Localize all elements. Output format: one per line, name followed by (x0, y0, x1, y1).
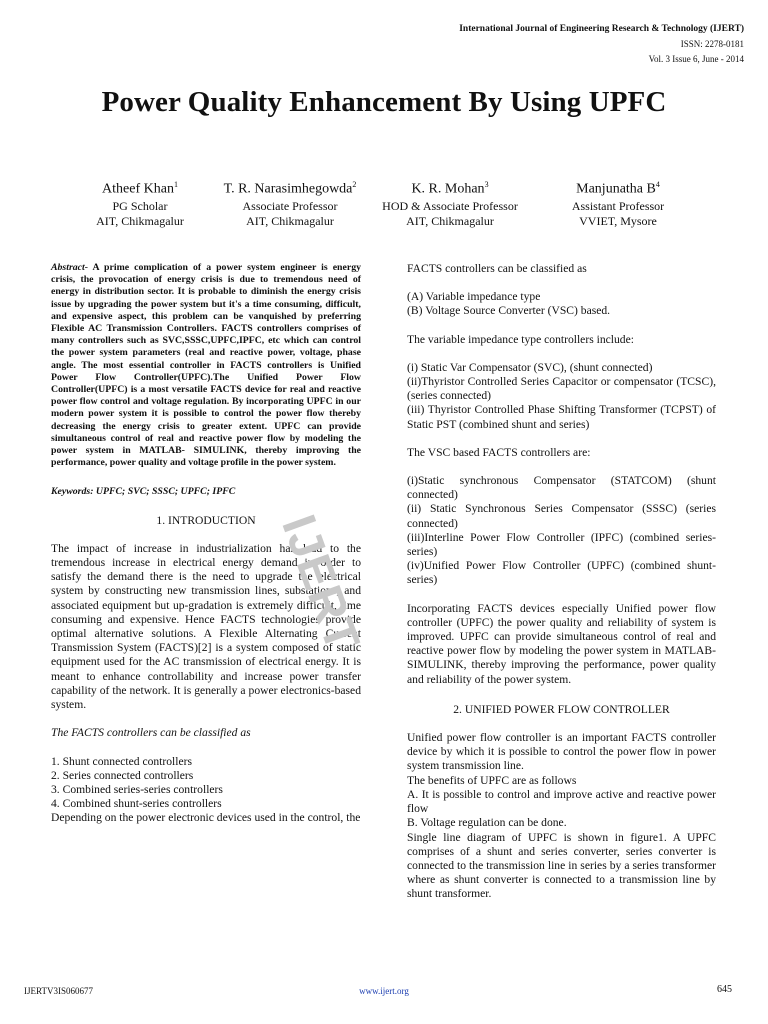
right-column (407, 262, 716, 902)
issn: ISSN: 2278-0181 (680, 39, 744, 49)
author-affiliation: AIT, Chikmagalur (246, 213, 334, 228)
benefit-item: A. It is possible to control and improve active and reactive power flow (407, 787, 716, 816)
benefits-intro: The benefits of UPFC are as follows (407, 773, 577, 787)
author-block (0, 176, 768, 236)
list-item: (iv)Unified Power Flow Controller (UPFC) (combined shunt-series) (407, 559, 716, 587)
journal-name: International Journal of Engineering Research & Technology (IJERT) (459, 24, 744, 34)
abstract-lead: Abstract- (51, 262, 89, 273)
list-item: (i) Static Var Compensator (SVC), (shunt connected) (407, 360, 653, 374)
vsc-intro: The VSC based FACTS controllers are: (407, 445, 591, 459)
list-item: (iii)Interline Power Flow Controller (IPFC) (combined series-series) (407, 530, 716, 559)
paper-id: IJERTV3IS060677 (24, 986, 93, 996)
author-sup: 1 (173, 180, 178, 189)
volume-issue: Vol. 3 Issue 6, June - 2014 (648, 54, 744, 64)
list-item: 4. Combined shunt-series controllers (51, 797, 222, 811)
section-heading-upfc: 2. UNIFIED POWER FLOW CONTROLLER (453, 702, 670, 716)
variable-impedance-intro: The variable impedance type controllers include: (407, 332, 634, 346)
author-sup: 2 (352, 180, 357, 189)
list-item: (B) Voltage Source Converter (VSC) based. (407, 304, 611, 318)
author-role: Associate Professor (242, 198, 338, 213)
author-3 (370, 176, 530, 229)
author-name: Atheef Khan (102, 181, 174, 197)
author-role: HOD & Associate Professor (382, 198, 518, 213)
author-sup: 4 (655, 180, 660, 189)
list-item: (A) Variable impedance type (407, 290, 541, 304)
introduction-paragraph: The impact of increase in industrialization has lead to the tremendous increase in electrical energy demand in order to satisfy the demand there is the need to upgrade the electrical system by constructing new transmission lines, substations, and associated equipment but up-gradation is extremely difficult, time consuming and expensive. Hence FACTS technologies provide optimal alternative solutions. A Flexible Alternating Current Transmission System (FACTS)[2] is a system composed of static equipment used for the AC transmission of electrical energy. It is meant to enhance controllability and increase power transfer capability of the network. It is generally a power electronics-based system. (51, 541, 361, 712)
list-item: 2. Series connected controllers (51, 768, 194, 782)
list-item: (i)Static synchronous Compensator (STATCOM) (shunt connected) (407, 474, 716, 502)
journal-url-link[interactable]: www.ijert.org (359, 986, 409, 996)
author-role: PG Scholar (112, 198, 168, 213)
section-heading-introduction: 1. INTRODUCTION (156, 513, 256, 527)
closing-paragraph: Depending on the power electronic devices used in the control, the (51, 811, 361, 825)
facts-classified-intro: FACTS controllers can be classified as (407, 262, 587, 275)
page-number: 645 (717, 984, 732, 995)
author-4 (538, 176, 698, 229)
list-item: (ii)Thyristor Controlled Series Capacitor or compensator (TCSC), (series connected) (407, 375, 716, 403)
keywords: Keywords: UPFC; SVC; SSSC; UPFC; IPFC (51, 486, 236, 498)
journal-header (459, 22, 744, 67)
paper-title: Power Quality Enhancement By Using UPFC (101, 86, 667, 118)
classification-intro: The FACTS controllers can be classified as (51, 726, 251, 740)
upfc-paragraph: Unified power flow controller is an important FACTS controller device by which it is possible to control the power flow in power system transmission line. (407, 731, 716, 773)
list-item: 3. Combined series-series controllers (51, 782, 223, 796)
author-2 (210, 176, 370, 229)
author-affiliation: VVIET, Mysore (579, 213, 657, 228)
author-sup: 3 (484, 180, 489, 189)
controller-list (51, 755, 361, 812)
list-item: 1. Shunt connected controllers (51, 754, 193, 768)
incorporating-paragraph: Incorporating FACTS devices especially Unified power flow controller (UPFC) the power quality and reliability of system is improved. UPFC can provide simultaneous control of real and reactive power flow by modeling the power system in MATLAB- SIMULINK, thereby improving the performance, power quality and reliability of the power system. (407, 601, 716, 686)
abstract (51, 262, 361, 469)
author-name: T. R. Narasimhegowda (223, 181, 353, 197)
list-item: (iii) Thyristor Controlled Phase Shifting Transformer (TCPST) of Static PST (combined shunt and series) (407, 403, 716, 431)
watermark: IJERT (271, 508, 370, 659)
author-1 (70, 176, 210, 229)
benefit-item: B. Voltage regulation can be done. (407, 816, 567, 830)
author-name: K. R. Mohan (411, 181, 485, 197)
author-name: Manjunatha B (576, 181, 656, 197)
author-affiliation: AIT, Chikmagalur (96, 213, 184, 228)
list-item: (ii) Static Synchronous Series Compensator (SSSC) (series connected) (407, 502, 716, 530)
single-line-paragraph: Single line diagram of UPFC is shown in figure1. A UPFC comprises of a shunt and series converter, series converter is connected to the transmission line in series by a series transformer where as shunt converter is connected to a transmission line by shunt transformer. (407, 830, 716, 901)
abstract-text: A prime complication of a power system engineer is energy crisis, the provocation of energy crisis is due to tremendous need of energy in distribution sector. It is probable to diminish the energy crisis issue by upgrading the power system but it's a time consuming, difficult, and expensive aspect, this problem can be vanquished by preferring Flexible AC Transmission Controllers. FACTS controllers comprises of many controllers such as SVC,SSSC,UPFC,IPFC, etc which can control the power system parameters (real and reactive power, voltage, phase angle. The most essential controller in FACTS controllers is Unified Power Flow Controller(UPFC).The Unified Power Flow Controller(UPFC) is a most versatile FACTS device for real and reactive power flow control and voltage regulation. By incorporating UPFC in our modern power system it is possible to control the power flow thereby decreasing the energy crisis to greater extent. UPFC can provide simultaneous control of real and reactive power flow by modeling the power system in MATLAB- SIMULINK, thereby improving the performance, power quality and voltage profile in the power system. (51, 262, 361, 469)
author-affiliation: AIT, Chikmagalur (406, 213, 494, 228)
author-role: Assistant Professor (571, 198, 665, 213)
